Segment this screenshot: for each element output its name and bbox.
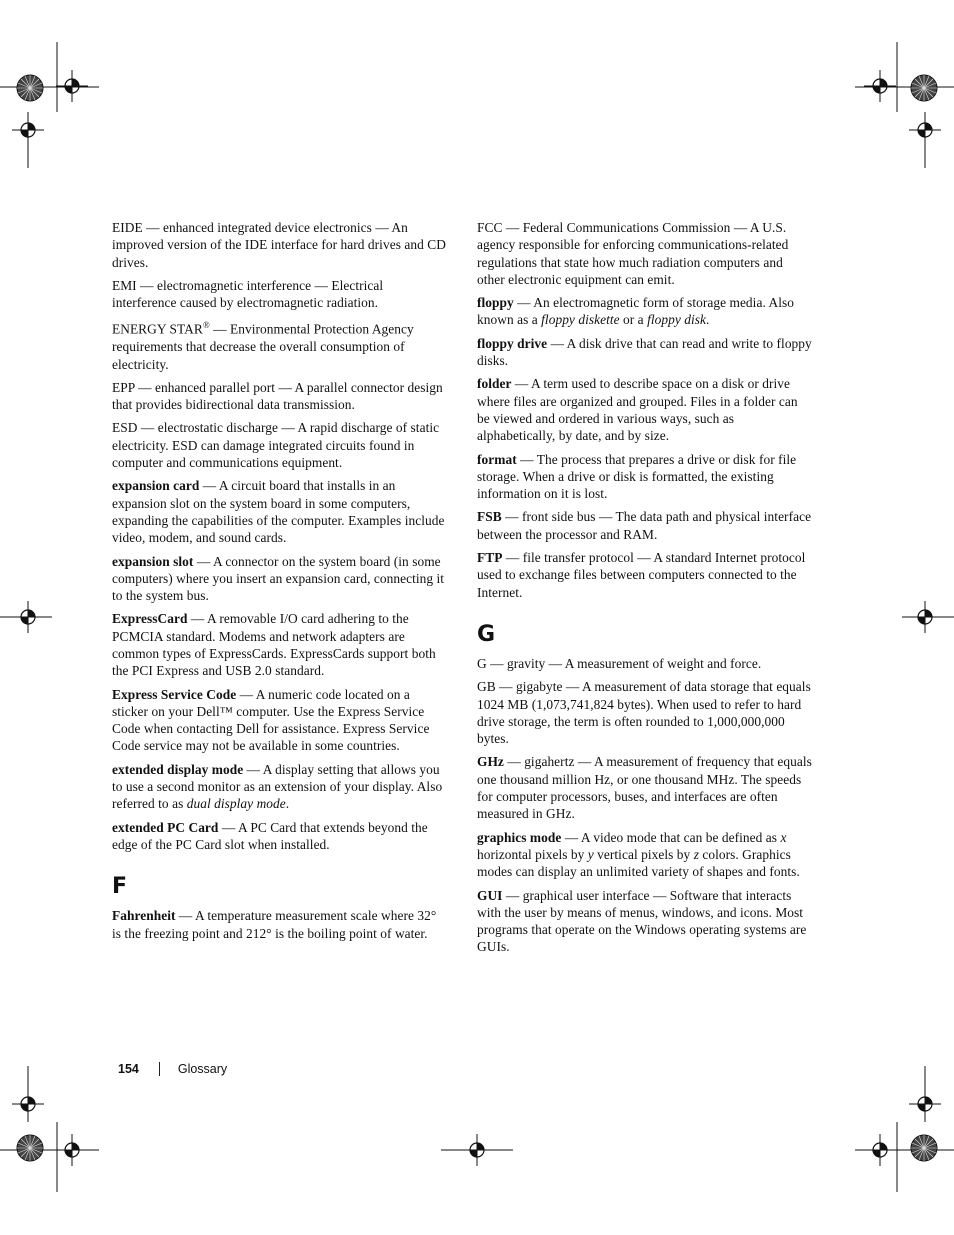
footer-section-name: Glossary [177, 1062, 228, 1076]
right-column [477, 219, 813, 962]
footer-divider [159, 1062, 160, 1076]
glossary-entry-energy-star: ENERGY STAR® — Environmental Protection Agency requirements that decrease the overall consumption of electricity. [112, 320, 414, 372]
glossary-entry-eide: EIDE — enhanced integrated device electronics — An improved version of the IDE interface for hard drives and CD drives. [112, 220, 446, 270]
glossary-entry-ghz: GHz — gigahertz — A measurement of frequency that equals one thousand million Hz, or one thousand MHz. The speeds for computer processors, buses, and interfaces are often measured in GHz. [477, 754, 812, 822]
glossary-entry-gb: GB — gigabyte — A measurement of data storage that equals 1024 MB (1,073,741,824 bytes). When used to refer to hard drive storage, the term is often rounded to 1,000,000,000 bytes. [477, 679, 811, 747]
page-footer [118, 1062, 227, 1076]
page-number: 154 [118, 1062, 139, 1076]
glossary-entry-esd: ESD — electrostatic discharge — A rapid discharge of static electricity. ESD can damage integrated circuits found in computer and communications equipment. [112, 420, 440, 471]
glossary-entry-floppy: floppy — An electromagnetic form of storage media. Also known as a floppy diskette or a floppy disk. [477, 295, 794, 328]
glossary-entry-extended-display-mode: extended display mode — A display setting that allows you to use a second monitor as an extension of your display. Also referred to as dual display mode. [112, 761, 443, 812]
section-letter-f: F [112, 874, 128, 900]
glossary-entry-fahrenheit: Fahrenheit — A temperature measurement scale where 32° is the freezing point and 212° is the boiling point of water. [112, 908, 437, 941]
glossary-entry-format: format — The process that prepares a drive or disk for file storage. When a drive or disk is formatted, the existing information on it is lost. [477, 451, 797, 502]
glossary-entry-emi: EMI — electromagnetic interference — Electrical interference caused by electromagnetic radiation. [112, 277, 384, 311]
left-column [112, 219, 448, 948]
glossary-entry-graphics-mode: graphics mode — A video mode that can be defined as x horizontal pixels by y vertical pixels by z colors. Graphics modes can display an unlimited variety of shapes and fonts. [477, 829, 800, 880]
glossary-entry-fsb: FSB — front side bus — The data path and physical interface between the processor and RAM. [477, 509, 812, 542]
glossary-entry-express-service-code: Express Service Code — A numeric code located on a sticker on your Dell™ computer. Use the Express Service Code when contacting Dell for assistance. Express Service Code service may not be available in some countries. [112, 686, 430, 754]
glossary-entry-expresscard: ExpressCard — A removable I/O card adhering to the PCMCIA standard. Modems and network adapters are common types of ExpressCards. ExpressCards support both the PCI Express and USB 2.0 standard. [112, 611, 436, 679]
glossary-entry-ftp: FTP — file transfer protocol — A standard Internet protocol used to exchange files between computers connected to the Internet. [477, 550, 806, 600]
section-letter-g: G [477, 621, 496, 647]
glossary-entry-gui: GUI — graphical user interface — Software that interacts with the user by means of menus, windows, and icons. Most programs that operate on the Windows operating systems are GUIs. [477, 887, 807, 955]
glossary-entry-expansion-card: expansion card — A circuit board that installs in an expansion slot on the system board in some computers, expanding the capabilities of the computer. Examples include video, modem, and sound cards. [112, 478, 445, 546]
glossary-entry-extended-pc-card: extended PC Card — A PC Card that extends beyond the edge of the PC Card slot when installed. [112, 819, 428, 852]
glossary-entry-g: G — gravity — A measurement of weight and force. [477, 655, 762, 671]
glossary-entry-folder: folder — A term used to describe space on a disk or drive where files are organized and grouped. Files in a folder can be viewed and ordered in various ways, such as alphabetically, by date, and by size. [477, 376, 798, 444]
glossary-entry-fcc: FCC — Federal Communications Commission — A U.S. agency responsible for enforcing communications-related regulations that state how much radiation computers and other electronic equipment can emit. [477, 220, 789, 287]
glossary-entry-epp: EPP — enhanced parallel port — A parallel connector design that provides bidirectional data transmission. [112, 379, 443, 413]
glossary-entry-expansion-slot: expansion slot — A connector on the system board (in some computers) where you insert an expansion card, connecting it to the system bus. [112, 553, 445, 604]
glossary-entry-floppy-drive: floppy drive — A disk drive that can read and write to floppy disks. [477, 335, 812, 369]
